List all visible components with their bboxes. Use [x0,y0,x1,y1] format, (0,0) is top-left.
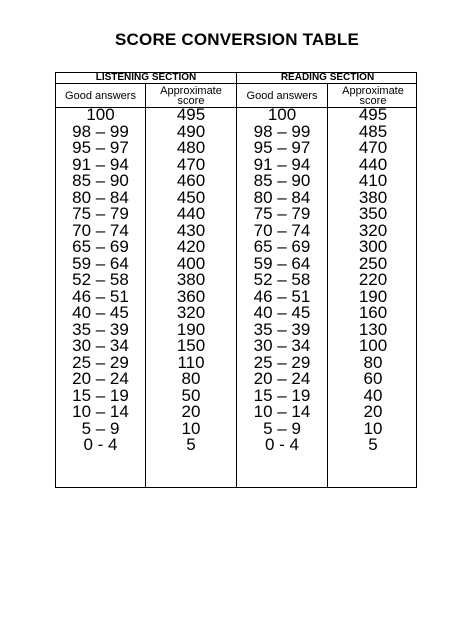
reading-section-header: READING SECTION [280,72,375,83]
listening-good-answers-cell: 15 – 19 [72,385,129,405]
listening-good-answers-cell: 20 – 24 [72,369,129,388]
reading-score-cell: 130 [358,319,388,339]
reading-score-cell: 440 [358,154,388,174]
reading-good-answers-cell: 95 – 97 [253,138,311,157]
listening-good-answers-cell: 30 – 34 [72,336,129,355]
listening-score-cell: 400 [176,253,206,273]
reading-score-cell: 40 [363,385,383,405]
reading-score-cell: 100 [358,336,388,355]
listening-good-answers-cell: 46 – 51 [72,286,129,306]
listening-score-cell: 150 [176,336,206,355]
reading-good-answers-header: Good answers [246,89,318,102]
listening-score-cell: 10 [181,418,201,438]
listening-score-cell: 480 [176,138,206,157]
listening-good-answers-cell: 100 [86,105,115,124]
reading-score-cell: 300 [358,237,388,256]
listening-good-answers-cell: 52 – 58 [72,270,129,289]
page-title: SCORE CONVERSION TABLE [115,30,359,49]
listening-good-answers-cell: 59 – 64 [72,253,129,273]
listening-score-cell: 5 [186,435,196,454]
reading-good-answers-cell: 100 [267,105,297,124]
reading-good-answers-cell: 10 – 14 [253,402,311,421]
reading-good-answers-cell: 80 – 84 [253,187,311,207]
reading-score-cell: 250 [358,253,388,273]
listening-good-answers-cell: 91 – 94 [72,154,129,174]
reading-score-cell: 60 [363,369,383,388]
reading-good-answers-cell: 46 – 51 [253,286,311,306]
reading-good-answers-cell: 20 – 24 [253,369,311,388]
table-row [56,437,416,454]
listening-score-cell: 380 [176,270,206,289]
listening-approximate-score-header: Approximate score [160,84,222,107]
reading-good-answers-cell: 70 – 74 [253,220,311,240]
listening-score-cell: 460 [176,171,206,190]
listening-good-answers-cell: 40 – 45 [72,303,129,322]
reading-score-cell: 10 [363,418,383,438]
reading-good-answers-cell: 25 – 29 [253,352,311,372]
reading-score-cell: 380 [358,187,388,207]
listening-score-cell: 190 [176,319,206,339]
listening-score-cell: 320 [176,303,206,322]
listening-good-answers-cell: 0 - 4 [83,435,118,454]
reading-score-cell: 320 [358,220,388,240]
reading-score-cell: 410 [358,171,388,190]
reading-good-answers-cell: 30 – 34 [253,336,311,355]
listening-good-answers-cell: 10 – 14 [72,402,129,421]
listening-good-answers-header: Good answers [65,89,136,102]
listening-score-cell: 495 [176,105,206,124]
listening-good-answers-cell: 70 – 74 [72,220,129,240]
listening-good-answers-cell: 75 – 79 [72,204,129,223]
listening-score-cell: 420 [176,237,206,256]
listening-good-answers-cell: 98 – 99 [72,121,129,141]
listening-good-answers-cell: 80 – 84 [72,187,129,207]
reading-score-cell: 160 [358,303,388,322]
listening-score-cell: 450 [176,187,206,207]
listening-score-cell: 430 [176,220,206,240]
listening-good-answers-cell: 65 – 69 [72,237,129,256]
listening-score-cell: 110 [177,352,205,372]
reading-good-answers-cell: 85 – 90 [253,171,311,190]
listening-score-cell: 490 [176,121,206,141]
reading-score-cell: 220 [358,270,388,289]
reading-good-answers-cell: 59 – 64 [253,253,311,273]
listening-score-cell: 440 [176,204,206,223]
listening-section-header: LISTENING SECTION [95,72,197,83]
score-conversion-table [55,72,417,488]
reading-good-answers-cell: 5 – 9 [263,418,301,438]
listening-score-cell: 470 [176,154,206,174]
listening-good-answers-cell: 95 – 97 [72,138,129,157]
reading-good-answers-cell: 75 – 79 [253,204,311,223]
table-body [56,107,416,454]
reading-score-cell: 80 [363,352,383,372]
listening-score-cell: 50 [181,385,201,405]
reading-score-cell: 485 [358,121,388,141]
reading-score-cell: 350 [358,204,388,223]
reading-score-cell: 470 [358,138,388,157]
listening-good-answers-cell: 85 – 90 [72,171,129,190]
reading-good-answers-cell: 52 – 58 [253,270,311,289]
reading-score-cell: 5 [368,435,378,454]
reading-score-cell: 20 [363,402,383,421]
reading-score-cell: 495 [358,105,388,124]
reading-approximate-score-header: Approximate score [342,84,404,107]
reading-good-answers-cell: 91 – 94 [253,154,311,174]
listening-good-answers-cell: 35 – 39 [72,319,129,339]
reading-good-answers-cell: 40 – 45 [253,303,311,322]
reading-good-answers-cell: 65 – 69 [253,237,311,256]
listening-score-cell: 360 [176,286,206,306]
reading-score-cell: 190 [358,286,388,306]
reading-good-answers-cell: 98 – 99 [253,121,311,141]
reading-good-answers-cell: 0 - 4 [264,435,300,454]
listening-good-answers-cell: 25 – 29 [72,352,129,372]
listening-score-cell: 20 [181,402,201,421]
reading-good-answers-cell: 15 – 19 [253,385,311,405]
listening-score-cell: 80 [181,369,201,388]
reading-good-answers-cell: 35 – 39 [253,319,311,339]
listening-good-answers-cell: 5 – 9 [81,418,120,438]
